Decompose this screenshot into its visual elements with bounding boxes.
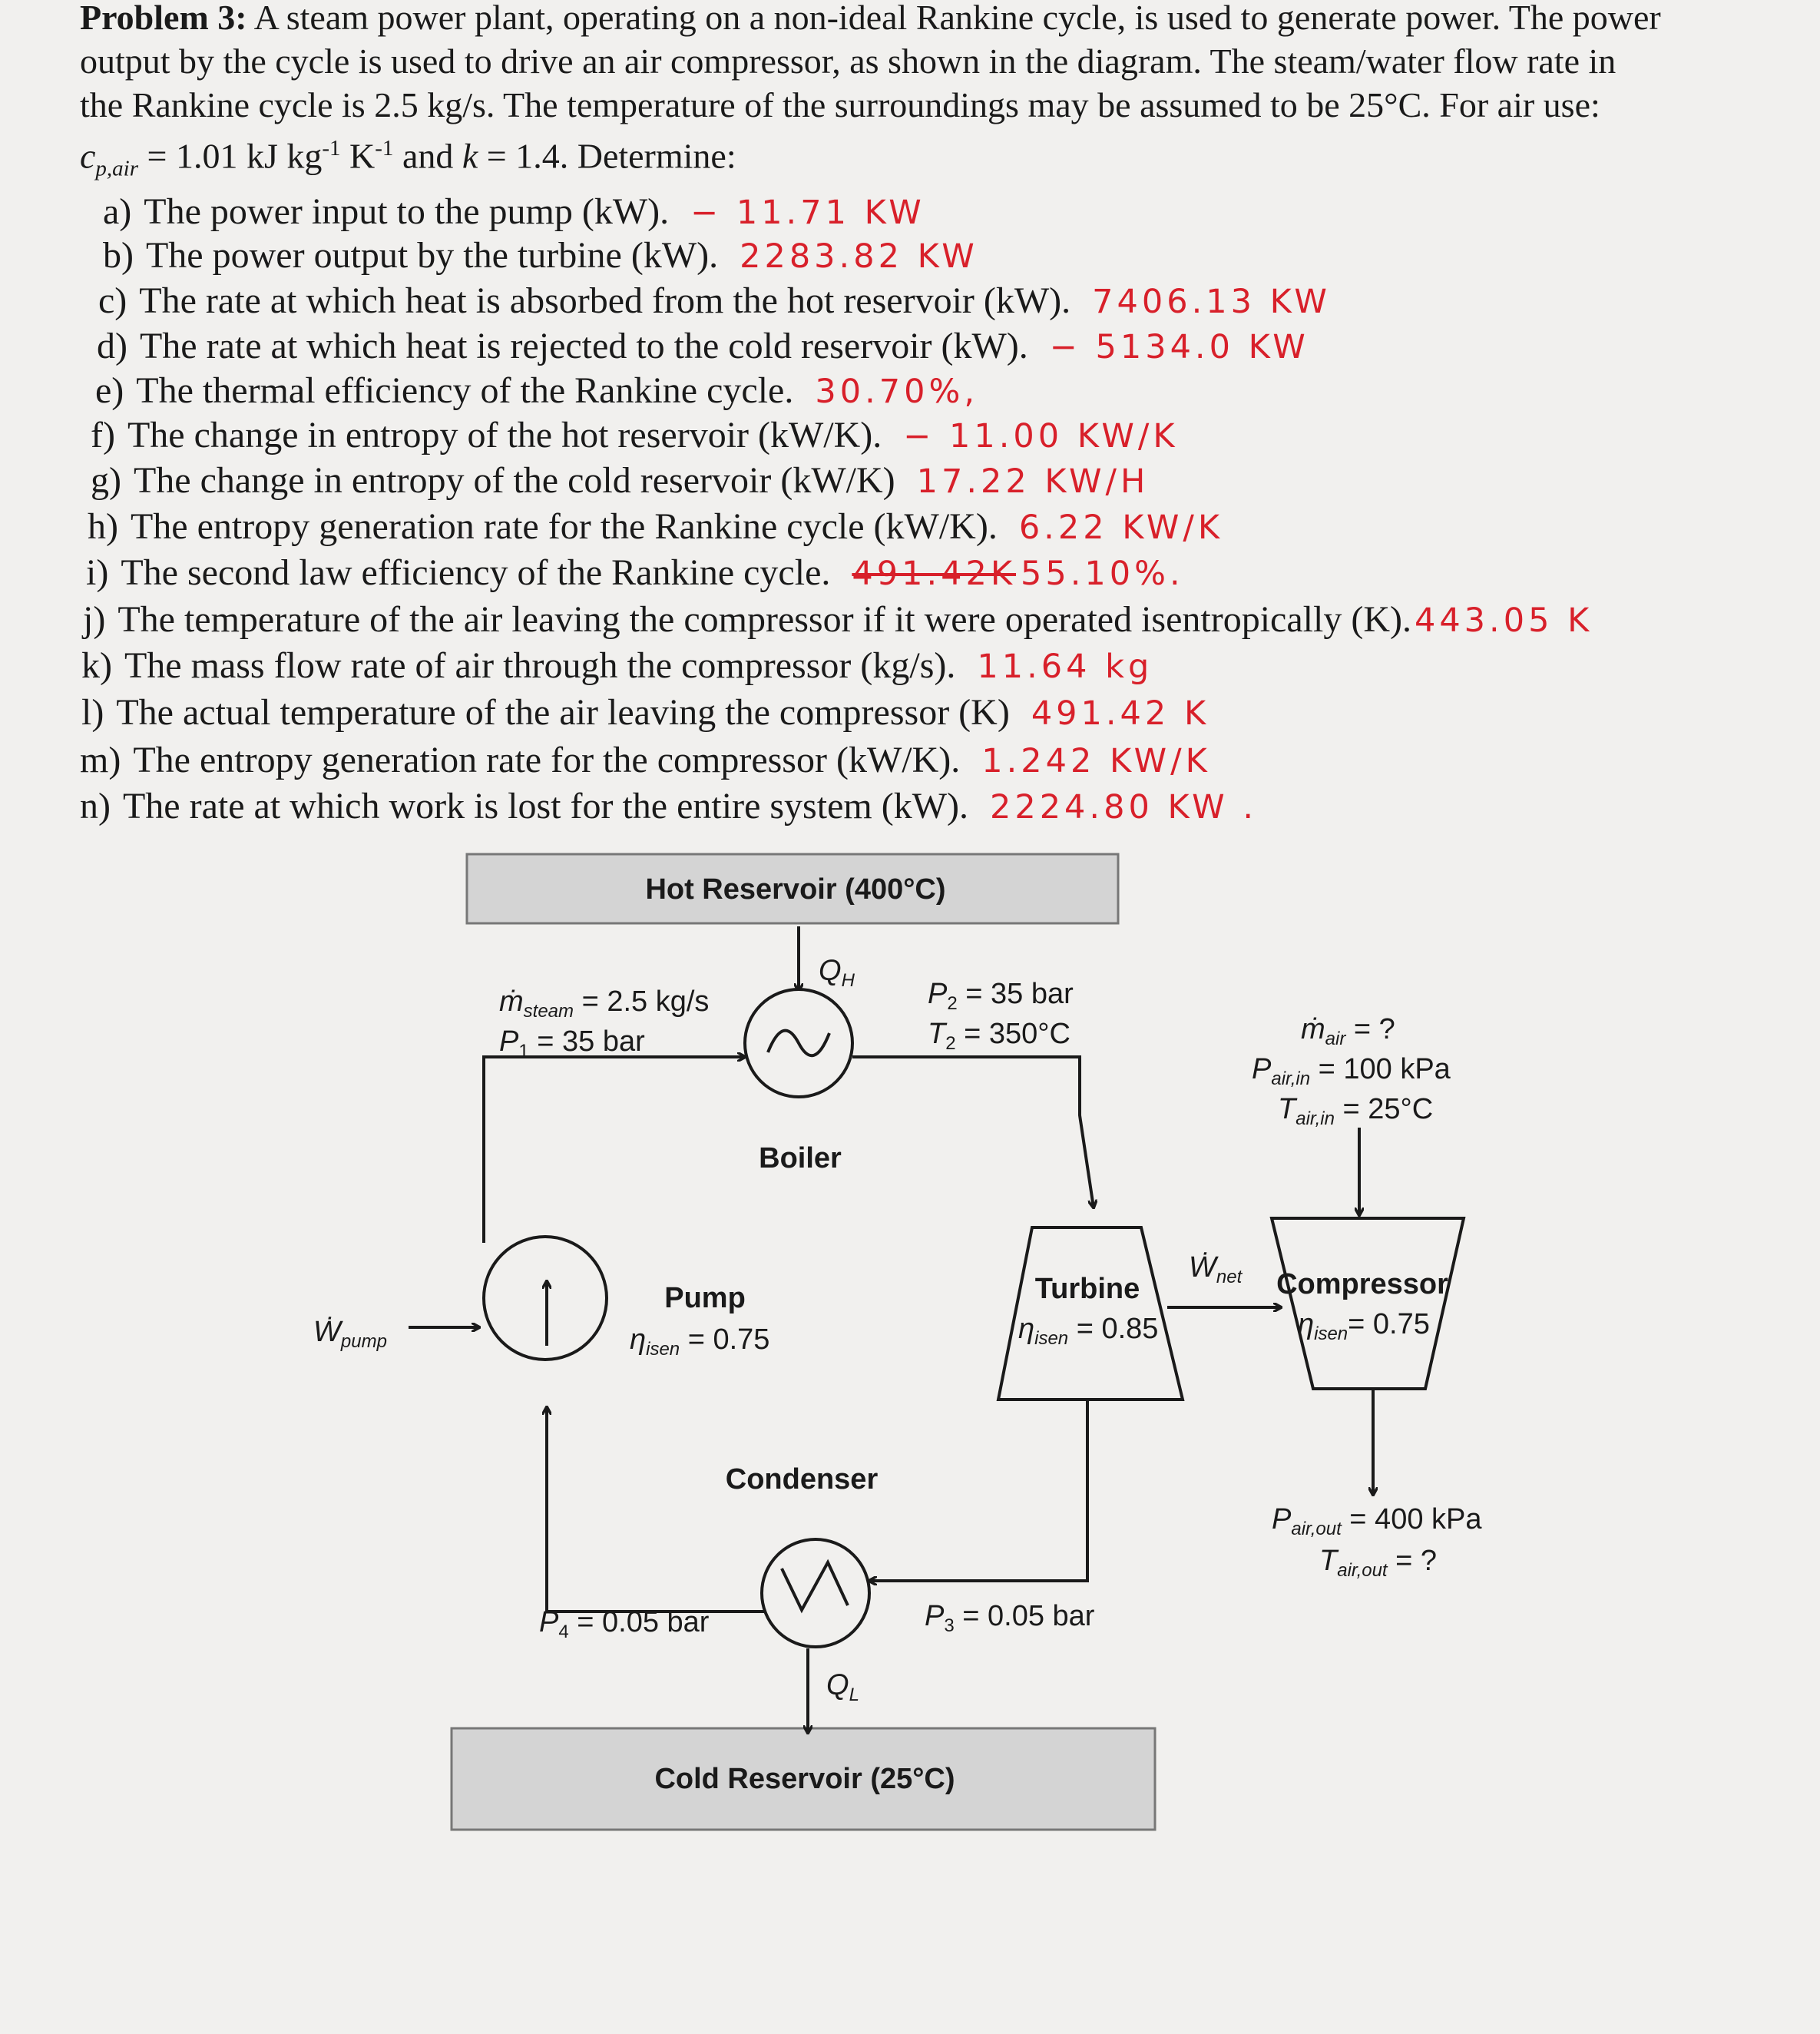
question-text: The power input to the pump (kW). (144, 191, 670, 232)
handwritten-answer: 443.05 K (1414, 601, 1593, 640)
question-letter: l) (81, 692, 104, 733)
p3-label: $P_3 = 0.05$ bar (925, 1600, 1095, 1636)
handwritten-answer: 7406.13 KW (1092, 283, 1331, 321)
question-text: The temperature of the air leaving the compressor if it were operated isentropically (K). (117, 599, 1411, 640)
hot-reservoir-label: Hot Reservoir (400°C) (645, 873, 946, 906)
question-text: The change in entropy of the cold reservoir (kW/K) (133, 460, 895, 501)
cp-subscript: p,air (95, 156, 139, 181)
m-air-label: ṁ$_{air}$ = ? (1301, 1013, 1395, 1049)
handwritten-answer: − 5134.0 KW (1049, 328, 1309, 366)
steam-line-to-turbine (852, 1057, 1094, 1207)
question-text: The entropy generation rate for the compressor (kW/K). (133, 740, 961, 780)
handwritten-answer: 491.42 K (1031, 694, 1210, 733)
problem-body: A steam power plant, operating on a non-ideal Rankine cycle, is used to generate power. The power output by the cycle is used to drive an air compressor, as shown in the diagram. The steam/water flow rate in the Rankine cycle is 2.5 kg/s. The temperature of the surroundings may be assumed to be 25°C. For air use: (80, 0, 1661, 124)
p4-label: $P_4 = 0.05$ bar (539, 1606, 710, 1642)
question-letter: f) (91, 415, 115, 455)
qh-label: $Q_H$ (819, 955, 855, 991)
handwritten-answer: 11.64 kg (977, 648, 1153, 686)
w-pump-label: Ẇ$_{pump}$ (313, 1316, 387, 1352)
cp-unit-k: K (340, 136, 376, 176)
condenser-symbol (762, 1539, 869, 1647)
p-air-out-label: $P_{air,out} = 400$ kPa (1272, 1503, 1482, 1539)
cold-reservoir-label: Cold Reservoir (25°C) (654, 1763, 955, 1795)
cp-symbol: c (80, 136, 96, 176)
question-letter: i) (86, 552, 109, 593)
problem-number: Problem 3: (80, 0, 247, 37)
question-letter: m) (80, 740, 121, 780)
handwritten-answer: − 11.00 KW/K (903, 417, 1179, 455)
k-value: = 1.4. Determine: (478, 136, 736, 176)
question-letter: e) (95, 370, 124, 411)
t-air-in-label: $T_{air,in} = 25^\circ C$ (1278, 1093, 1434, 1129)
pump-label: Pump (664, 1282, 746, 1314)
question-letter: g) (91, 460, 121, 501)
crossed-out-answer: 491.42K (852, 555, 1017, 593)
handwritten-answer: 30.70%, (815, 373, 978, 411)
question-text: The entropy generation rate for the Rankine cycle (kW/K). (130, 506, 998, 547)
compressor-label: Compressor (1276, 1268, 1448, 1300)
condenser-label: Condenser (725, 1463, 879, 1496)
handwritten-answer: 55.10%. (1021, 555, 1184, 593)
question-text: The rate at which work is lost for the entire system (kW). (122, 786, 968, 827)
question-text: The thermal efficiency of the Rankine cycle. (136, 370, 794, 411)
question-text: The rate at which heat is rejected to the cold reservoir (kW). (139, 326, 1028, 366)
question-letter: k) (81, 645, 112, 686)
cp-exponent-1: -1 (322, 136, 341, 161)
k-symbol: k (462, 136, 478, 176)
question-text: The second law efficiency of the Rankine cycle. (121, 552, 831, 593)
question-letter: h) (88, 506, 118, 547)
t2-label: $T_2 = 350^\circ C$ (928, 1018, 1070, 1054)
question-text: The rate at which heat is absorbed from the hot reservoir (kW). (139, 280, 1071, 321)
handwritten-answer: 1.242 KW/K (981, 742, 1211, 780)
question-text: The mass flow rate of air through the compressor (kg/s). (124, 645, 956, 686)
condensate-line-to-pump (547, 1407, 768, 1612)
compressor-efficiency: $\eta_{isen}= 0.75$ (1298, 1308, 1430, 1344)
feed-line-to-boiler (484, 1057, 745, 1243)
question-text: The actual temperature of the air leaving the compressor (K) (116, 692, 1010, 733)
w-net-label: Ẇ$_{net}$ (1189, 1251, 1243, 1287)
question-letter: j) (83, 599, 106, 640)
exhaust-line-to-condenser (869, 1400, 1087, 1581)
p1-label: $P_1 = 35$ bar (499, 1025, 645, 1062)
question-letter: n) (80, 786, 111, 827)
compressor-symbol (1272, 1218, 1464, 1389)
question-text: The power output by the turbine (kW). (145, 235, 719, 276)
handwritten-answer: 2224.80 KW . (989, 788, 1257, 827)
boiler-label: Boiler (759, 1142, 842, 1174)
question-letter: b) (103, 235, 134, 276)
handwritten-answer: 2283.82 KW (740, 237, 978, 276)
cp-value: = 1.01 kJ kg (138, 136, 323, 176)
question-text: The change in entropy of the hot reservoir (kW/K). (127, 415, 882, 455)
handwritten-answer: 17.22 KW/H (916, 462, 1150, 501)
question-letter: a) (103, 191, 132, 232)
p2-label: $P_2 = 35$ bar (928, 978, 1074, 1014)
handwritten-answer: 6.22 KW/K (1018, 508, 1224, 547)
p-air-in-label: $P_{air,in} = 100$ kPa (1252, 1053, 1451, 1089)
cp-exponent-2: -1 (375, 136, 394, 161)
and-text: and (393, 136, 462, 176)
turbine-efficiency: $\eta_{isen} = 0.85$ (1018, 1313, 1159, 1349)
question-letter: c) (98, 280, 127, 321)
question-letter: d) (97, 326, 127, 366)
pump-efficiency: $\eta_{isen} = 0.75$ (630, 1323, 770, 1360)
handwritten-answer: − 11.71 KW (690, 194, 925, 232)
t-air-out-label: $T_{air,out}$ = ? (1319, 1545, 1438, 1581)
m-steam-label: ṁ$_{steam}$ = 2.5 kg/s (499, 986, 710, 1022)
ql-label: $Q_L$ (826, 1669, 859, 1705)
turbine-label: Turbine (1034, 1273, 1140, 1305)
